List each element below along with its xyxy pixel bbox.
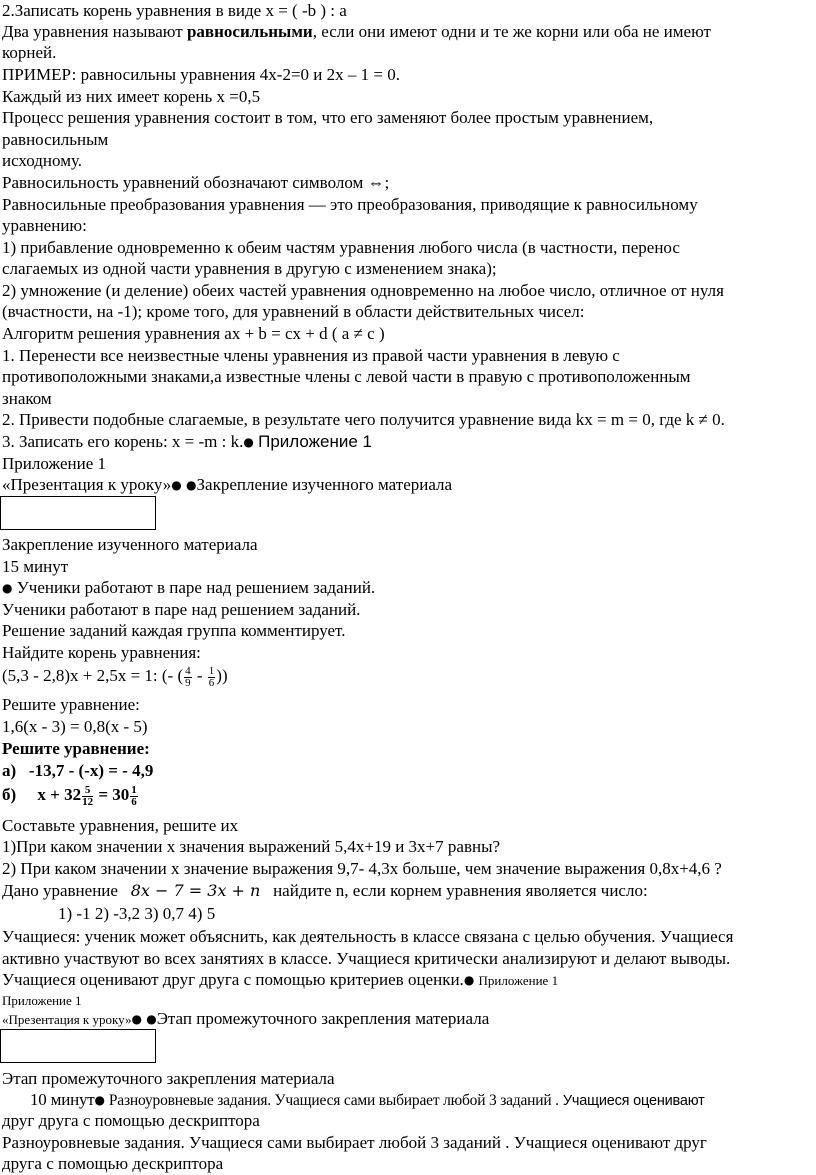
fraction: $\frac{1}{6}$ <box>208 664 215 689</box>
text-line: Учащиеся оценивают друг друга с помощью критериев оценки.● Приложение 1 <box>2 970 559 989</box>
text-line: друг друга с помощью дескриптора <box>2 1111 260 1130</box>
equation-formula: 8x − 7 = 3x + n <box>130 881 261 900</box>
text-line: Ученики работают в паре над решением заданий. <box>2 600 361 619</box>
bullet-icon: ● <box>2 581 13 595</box>
image-placeholder-box <box>0 496 156 530</box>
image-placeholder-box <box>0 1029 156 1063</box>
text-line: Решите уравнение: <box>2 695 140 714</box>
text-line: корней. <box>2 43 57 62</box>
bullet-icon: ● <box>243 435 254 449</box>
text-line: Процесс решения уравнения состоит в том, что его заменяют более простым уравнением, <box>2 108 654 127</box>
text-line: 2.Записать корень уравнения в виде x = ( -b ) : a <box>2 1 347 20</box>
text-line: 15 минут <box>2 557 69 576</box>
text-line: 1. Перенести все неизвестные члены уравнения из правой части уравнения в левую с <box>2 346 620 365</box>
section-heading: Этап промежуточного закрепления материала <box>2 1069 335 1088</box>
bullet-icon: ● <box>94 1093 105 1107</box>
text-line: Два уравнения называют равносильными, если они имеют одни и те же корни или оба не имеют <box>2 22 711 41</box>
text-line: Составьте уравнения, решите их <box>2 816 239 835</box>
text-line: Равносильные преобразования уравнения — это преобразования, приводящие к равносильному <box>2 195 698 214</box>
text-line: ПРИМЕР: равносильны уравнения 4x-2=0 и 2x – 1 = 0. <box>2 65 400 84</box>
text-line: «Презентация к уроку»● ●Закрепление изученного материала <box>2 475 453 494</box>
bullet-icon: ● <box>186 478 197 492</box>
text-line: Каждый из них имеет корень x =0,5 <box>2 87 261 106</box>
text-line: уравнению: <box>2 216 87 235</box>
text-line: 2) При каком значении x значение выражения 9,7- 4,3x больше, чем значение выражения 0,8x+4,6 ? <box>2 859 722 878</box>
text-line: ● Ученики работают в паре над решением заданий. <box>2 578 376 597</box>
text-line: Равносильность уравнений обозначают символом ⇔; <box>2 173 390 192</box>
text-line: Решите уравнение: <box>2 739 150 758</box>
text-line: Приложение 1 <box>2 454 106 473</box>
presentation-link[interactable]: «Презентация к уроку» <box>2 475 172 494</box>
bullet-icon: ● <box>146 1012 157 1026</box>
text-line: 2. Привести подобные слагаемые, в результате чего получится уравнение вида kx = m = 0, где k ≠ 0. <box>2 410 725 429</box>
appendix-link[interactable]: Приложение 1 <box>478 973 559 988</box>
text-line: Приложение 1 <box>2 993 82 1008</box>
appendix-link[interactable]: Приложение 1 <box>258 432 373 451</box>
text-line: 2) умножение (и деление) обеих частей уравнения одновременно на любое число, отличное от нуля <box>2 281 724 300</box>
fraction: $\frac{4}{9}$ <box>185 664 191 689</box>
text-line: Найдите корень уравнения: <box>2 643 201 662</box>
text-line: 3. Записать его корень: x = -m : k.● Приложение 1 <box>2 432 373 451</box>
bullet-icon: ● <box>171 478 182 492</box>
text-line: противоположными знаками,а известные члены с левой части в правую с противоположенным <box>2 367 691 386</box>
equation-line: б) x + 32 $\frac{5}{12}$ = 30 $\frac{1}{6}$ <box>2 783 137 808</box>
text-line: активно участвуют во всех занятиях в классе. Учащиеся критически анализируют и делают выводы. <box>2 949 731 968</box>
bullet-icon: ● <box>463 973 475 987</box>
section-heading: Закрепление изученного материала <box>2 535 258 554</box>
equation-line: (5,3 - 2,8)x + 2,5x = 1: (- ( $\frac{4}{9}$ - $\frac{1}{6}$ )) <box>2 664 228 689</box>
bold-term: равносильными <box>186 22 313 41</box>
text-line: (вчастности, на -1); кроме того, для уравнений в области действительных чисел: <box>2 302 585 321</box>
text-line: друга с помощью дескриптора <box>2 1154 224 1173</box>
fraction: $\frac{1}{6}$ <box>131 783 137 808</box>
text-line: знаком <box>2 389 52 408</box>
text-line: исходному. <box>2 151 83 170</box>
equation-line: а) -13,7 - (-x) = - 4,9 <box>2 761 154 780</box>
text-line: 10 минут● Разноуровневые задания. Учащиеся сами выбирает любой 3 заданий . Учащиеся оценивают <box>30 1090 705 1109</box>
answer-options: 1) -1 2) -3,2 3) 0,7 4) 5 <box>58 904 216 923</box>
text-line: Решение заданий каждая группа комментирует. <box>2 621 346 640</box>
bullet-icon: ● <box>131 1012 142 1026</box>
text-line: «Презентация к уроку»● ●Этап промежуточного закрепления материала <box>2 1009 490 1028</box>
text-line: Учащиеся: ученик может объяснить, как деятельность в классе связана с целью обучения. Учащиеся <box>2 927 734 946</box>
fraction: $\frac{5}{12}$ <box>82 783 94 808</box>
text-line: равносильным <box>2 130 109 149</box>
equation-line: 1,6(x - 3) = 0,8(x - 5) <box>2 717 148 736</box>
text-line: 1) прибавление одновременно к обеим частям уравнения любого числа (в частности, перенос <box>2 238 680 257</box>
presentation-link[interactable]: «Презентация к уроку» <box>2 1012 132 1027</box>
text-line: Алгоритм решения уравнения ax + b = cx + d ( a ≠ c ) <box>2 324 385 343</box>
text-line: Разноуровневые задания. Учащиеся сами выбирает любой 3 заданий . Учащиеся оценивают друг <box>2 1133 707 1152</box>
text-line: Дано уравнение 8x − 7 = 3x + n найдите n, если корнем уравнения яволяется число: <box>2 881 648 900</box>
text-line: 1)При каком значении x значения выражений 5,4x+19 и 3x+7 равны? <box>2 837 501 856</box>
text-line: слагаемых из одной части уравнения в другую с изменением знака); <box>2 259 497 278</box>
